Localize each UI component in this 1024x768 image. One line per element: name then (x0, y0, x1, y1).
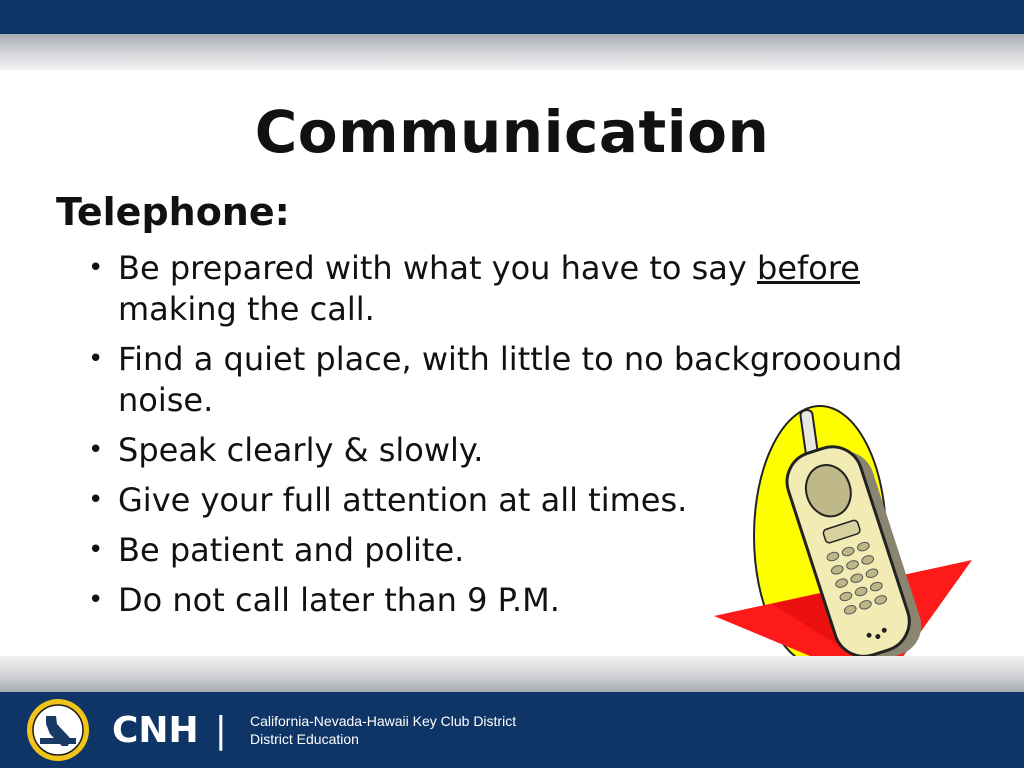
bullet-dot: • (88, 585, 104, 615)
brand-name: CNH (112, 709, 199, 751)
section-heading: Telephone: (56, 190, 290, 234)
bullet-text: Give your full attention at all times. (118, 481, 688, 519)
footer-line-education: District Education (250, 731, 359, 747)
slide-title: Communication (254, 98, 770, 166)
footer-line-district: California-Nevada-Hawaii Key Club District (250, 713, 517, 729)
bullet-item (88, 248, 938, 330)
brand-divider: | (214, 709, 227, 751)
bullet-text: Speak clearly & slowly. (118, 431, 484, 469)
bullet-text: Be patient and polite. (118, 531, 465, 569)
bullet-dot: • (88, 485, 104, 515)
bullet-dot: • (88, 435, 104, 465)
bullet-text: Find a quiet place, with little to no backgrooound noise. (118, 340, 903, 419)
brand-block (112, 708, 227, 752)
footer-text (250, 712, 516, 748)
bullet-text-start: Be prepared with what you have to say (118, 249, 757, 287)
bullet-text: Do not call later than 9 P.M. (118, 581, 560, 619)
cordless-phone-icon (712, 404, 992, 684)
bottom-gray-gradient-band (0, 656, 1024, 692)
bullet-text-end: making the call. (118, 290, 375, 328)
bullet-dot: • (88, 535, 104, 565)
bullet-dot: • (88, 253, 104, 283)
top-gray-gradient-band (0, 34, 1024, 70)
top-navy-band (0, 0, 1024, 34)
bullet-dot: • (88, 344, 104, 374)
key-club-seal-icon (26, 698, 90, 762)
bullet-text-underlined: before (757, 249, 860, 287)
